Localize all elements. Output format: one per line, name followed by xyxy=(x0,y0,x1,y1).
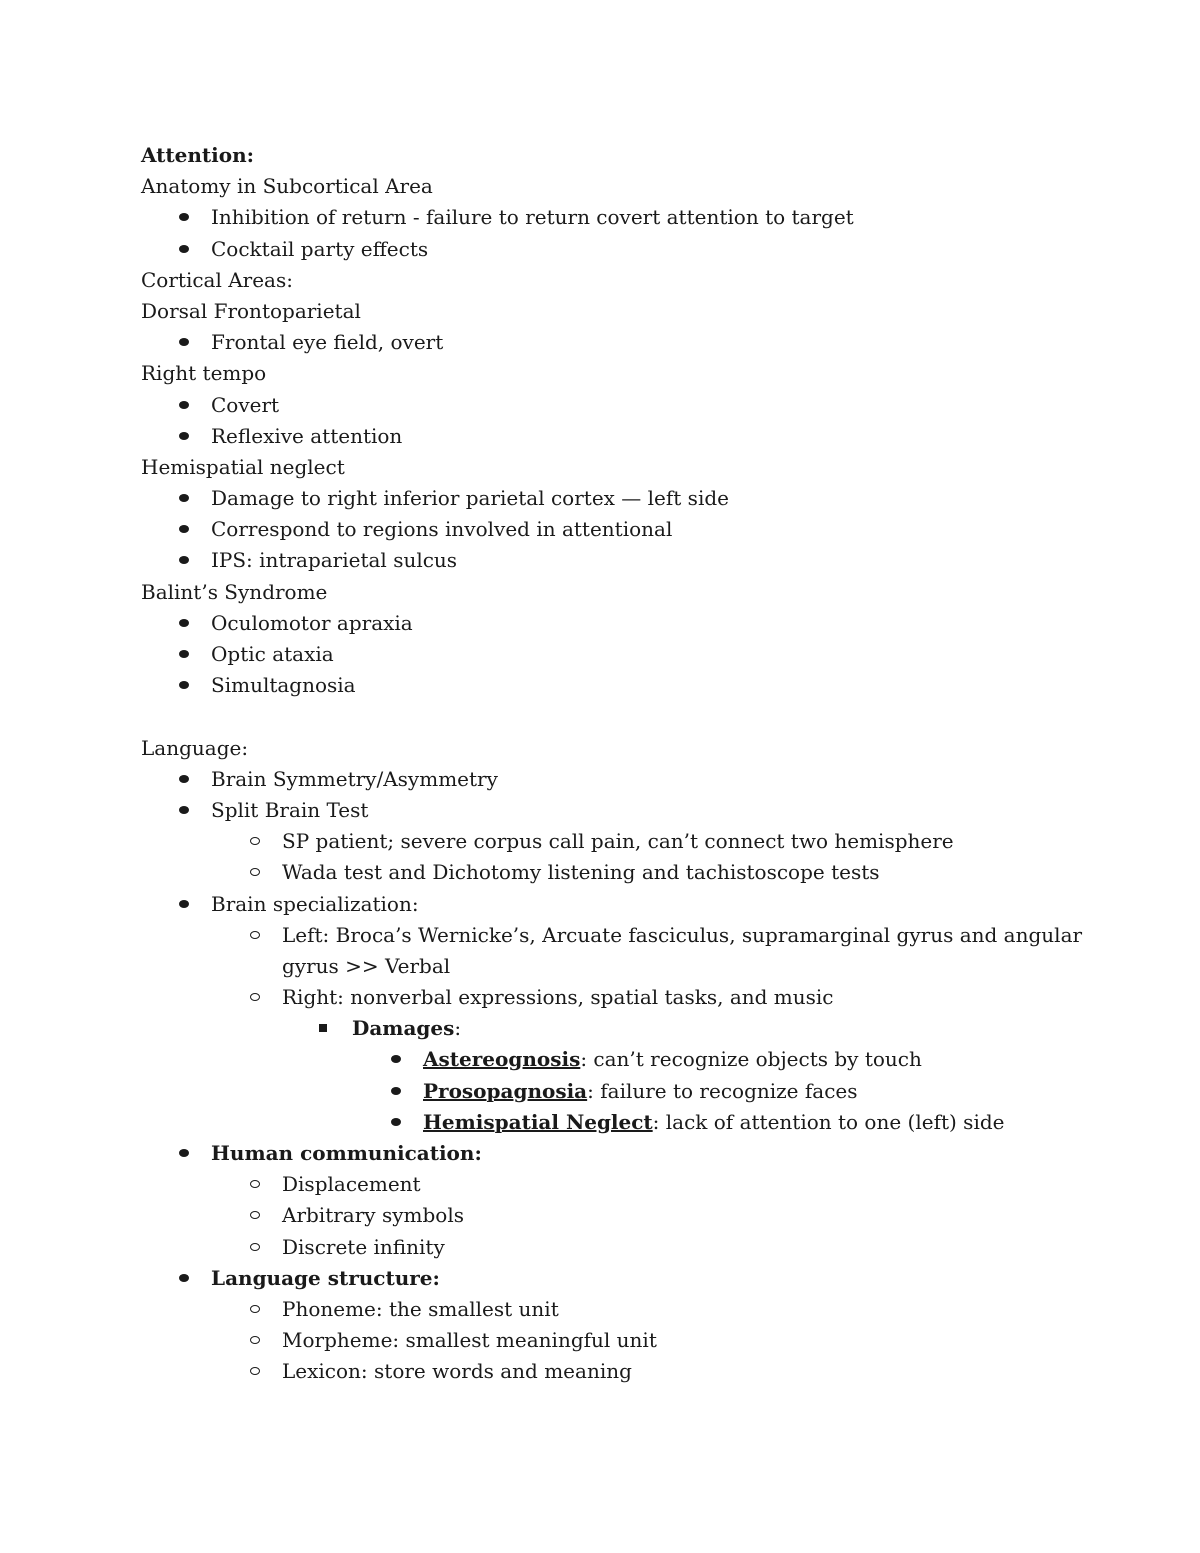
hollow-bullet-icon xyxy=(250,1211,260,1219)
list-item: Damage to right inferior parietal cortex — left side xyxy=(141,483,1061,514)
list-item-continuation: gyrus >> Verbal xyxy=(282,953,451,978)
list-item: Brain specialization: xyxy=(141,889,1061,920)
list-item: Hemispatial Neglect: lack of attention to one (left) side xyxy=(141,1107,1061,1138)
bullet-icon xyxy=(179,806,189,814)
list-item: Language structure: xyxy=(141,1263,1061,1294)
bullet-icon xyxy=(179,556,189,564)
list-item: Discrete infinity xyxy=(141,1232,1061,1263)
list-item: Right: nonverbal expressions, spatial tasks, and music xyxy=(141,982,1061,1013)
list-item: Correspond to regions involved in attentional xyxy=(141,514,1061,545)
list-item: IPS: intraparietal sulcus xyxy=(141,545,1061,576)
dorsal-heading: Dorsal Frontoparietal xyxy=(141,298,361,323)
attention-heading: Attention: xyxy=(141,143,255,167)
list-item: Human communication: xyxy=(141,1138,1061,1169)
list-item: Phoneme: the smallest unit xyxy=(141,1294,1061,1325)
list-item: Wada test and Dichotomy listening and tachistoscope tests xyxy=(141,857,1061,888)
hollow-bullet-icon xyxy=(250,1180,260,1188)
bullet-icon xyxy=(179,432,189,440)
list-item: Cocktail party effects xyxy=(141,234,1061,265)
list-item: Left: Broca’s Wernicke’s, Arcuate fasciculus, supramarginal gyrus and angular xyxy=(141,920,1061,951)
bullet-icon xyxy=(179,1274,189,1282)
bullet-icon xyxy=(391,1087,401,1095)
hollow-bullet-icon xyxy=(250,931,260,939)
bullet-icon xyxy=(179,213,189,221)
hollow-bullet-icon xyxy=(250,1336,260,1344)
list-item: Brain Symmetry/Asymmetry xyxy=(141,764,1061,795)
list-item: Displacement xyxy=(141,1169,1061,1200)
list-item: Covert xyxy=(141,390,1061,421)
subcortical-heading: Anatomy in Subcortical Area xyxy=(141,174,433,199)
hollow-bullet-icon xyxy=(250,1243,260,1251)
bullet-icon xyxy=(391,1055,401,1063)
list-item: Astereognosis: can’t recognize objects by touch xyxy=(141,1044,1061,1075)
bullet-icon xyxy=(179,525,189,533)
blank-line xyxy=(141,701,1061,732)
square-bullet-icon xyxy=(319,1024,327,1032)
right-tempo-heading: Right tempo xyxy=(141,361,267,386)
hollow-bullet-icon xyxy=(250,1305,260,1313)
list-item: Prosopagnosia: failure to recognize faces xyxy=(141,1076,1061,1107)
bullet-icon xyxy=(179,338,189,346)
list-item: Reflexive attention xyxy=(141,421,1061,452)
list-item: Damages: xyxy=(141,1013,1061,1044)
list-item: Arbitrary symbols xyxy=(141,1200,1061,1231)
document-page xyxy=(141,140,1083,1388)
hollow-bullet-icon xyxy=(250,837,260,845)
bullet-icon xyxy=(391,1118,401,1126)
bullet-icon xyxy=(179,494,189,502)
bullet-icon xyxy=(179,650,189,658)
bullet-icon xyxy=(179,245,189,253)
list-item: Optic ataxia xyxy=(141,639,1061,670)
list-item: Oculomotor apraxia xyxy=(141,608,1061,639)
bullet-icon xyxy=(179,1149,189,1157)
bullet-icon xyxy=(179,900,189,908)
bullet-icon xyxy=(179,681,189,689)
bullet-icon xyxy=(179,775,189,783)
list-item: Morpheme: smallest meaningful unit xyxy=(141,1325,1061,1356)
bullet-icon xyxy=(179,401,189,409)
hollow-bullet-icon xyxy=(250,1367,260,1375)
list-item: Split Brain Test xyxy=(141,795,1061,826)
cortical-heading: Cortical Areas: xyxy=(141,267,293,292)
list-item: Lexicon: store words and meaning xyxy=(141,1356,1061,1387)
list-item: Inhibition of return - failure to return covert attention to target xyxy=(141,202,1061,233)
hollow-bullet-icon xyxy=(250,993,260,1001)
balint-heading: Balint’s Syndrome xyxy=(141,579,328,604)
list-item: SP patient; severe corpus call pain, can’t connect two hemisphere xyxy=(141,826,1061,857)
neglect-heading: Hemispatial neglect xyxy=(141,454,345,479)
language-heading: Language: xyxy=(141,735,249,760)
list-item: Simultagnosia xyxy=(141,670,1061,701)
list-item: Frontal eye field, overt xyxy=(141,327,1061,358)
bullet-icon xyxy=(179,619,189,627)
hollow-bullet-icon xyxy=(250,868,260,876)
